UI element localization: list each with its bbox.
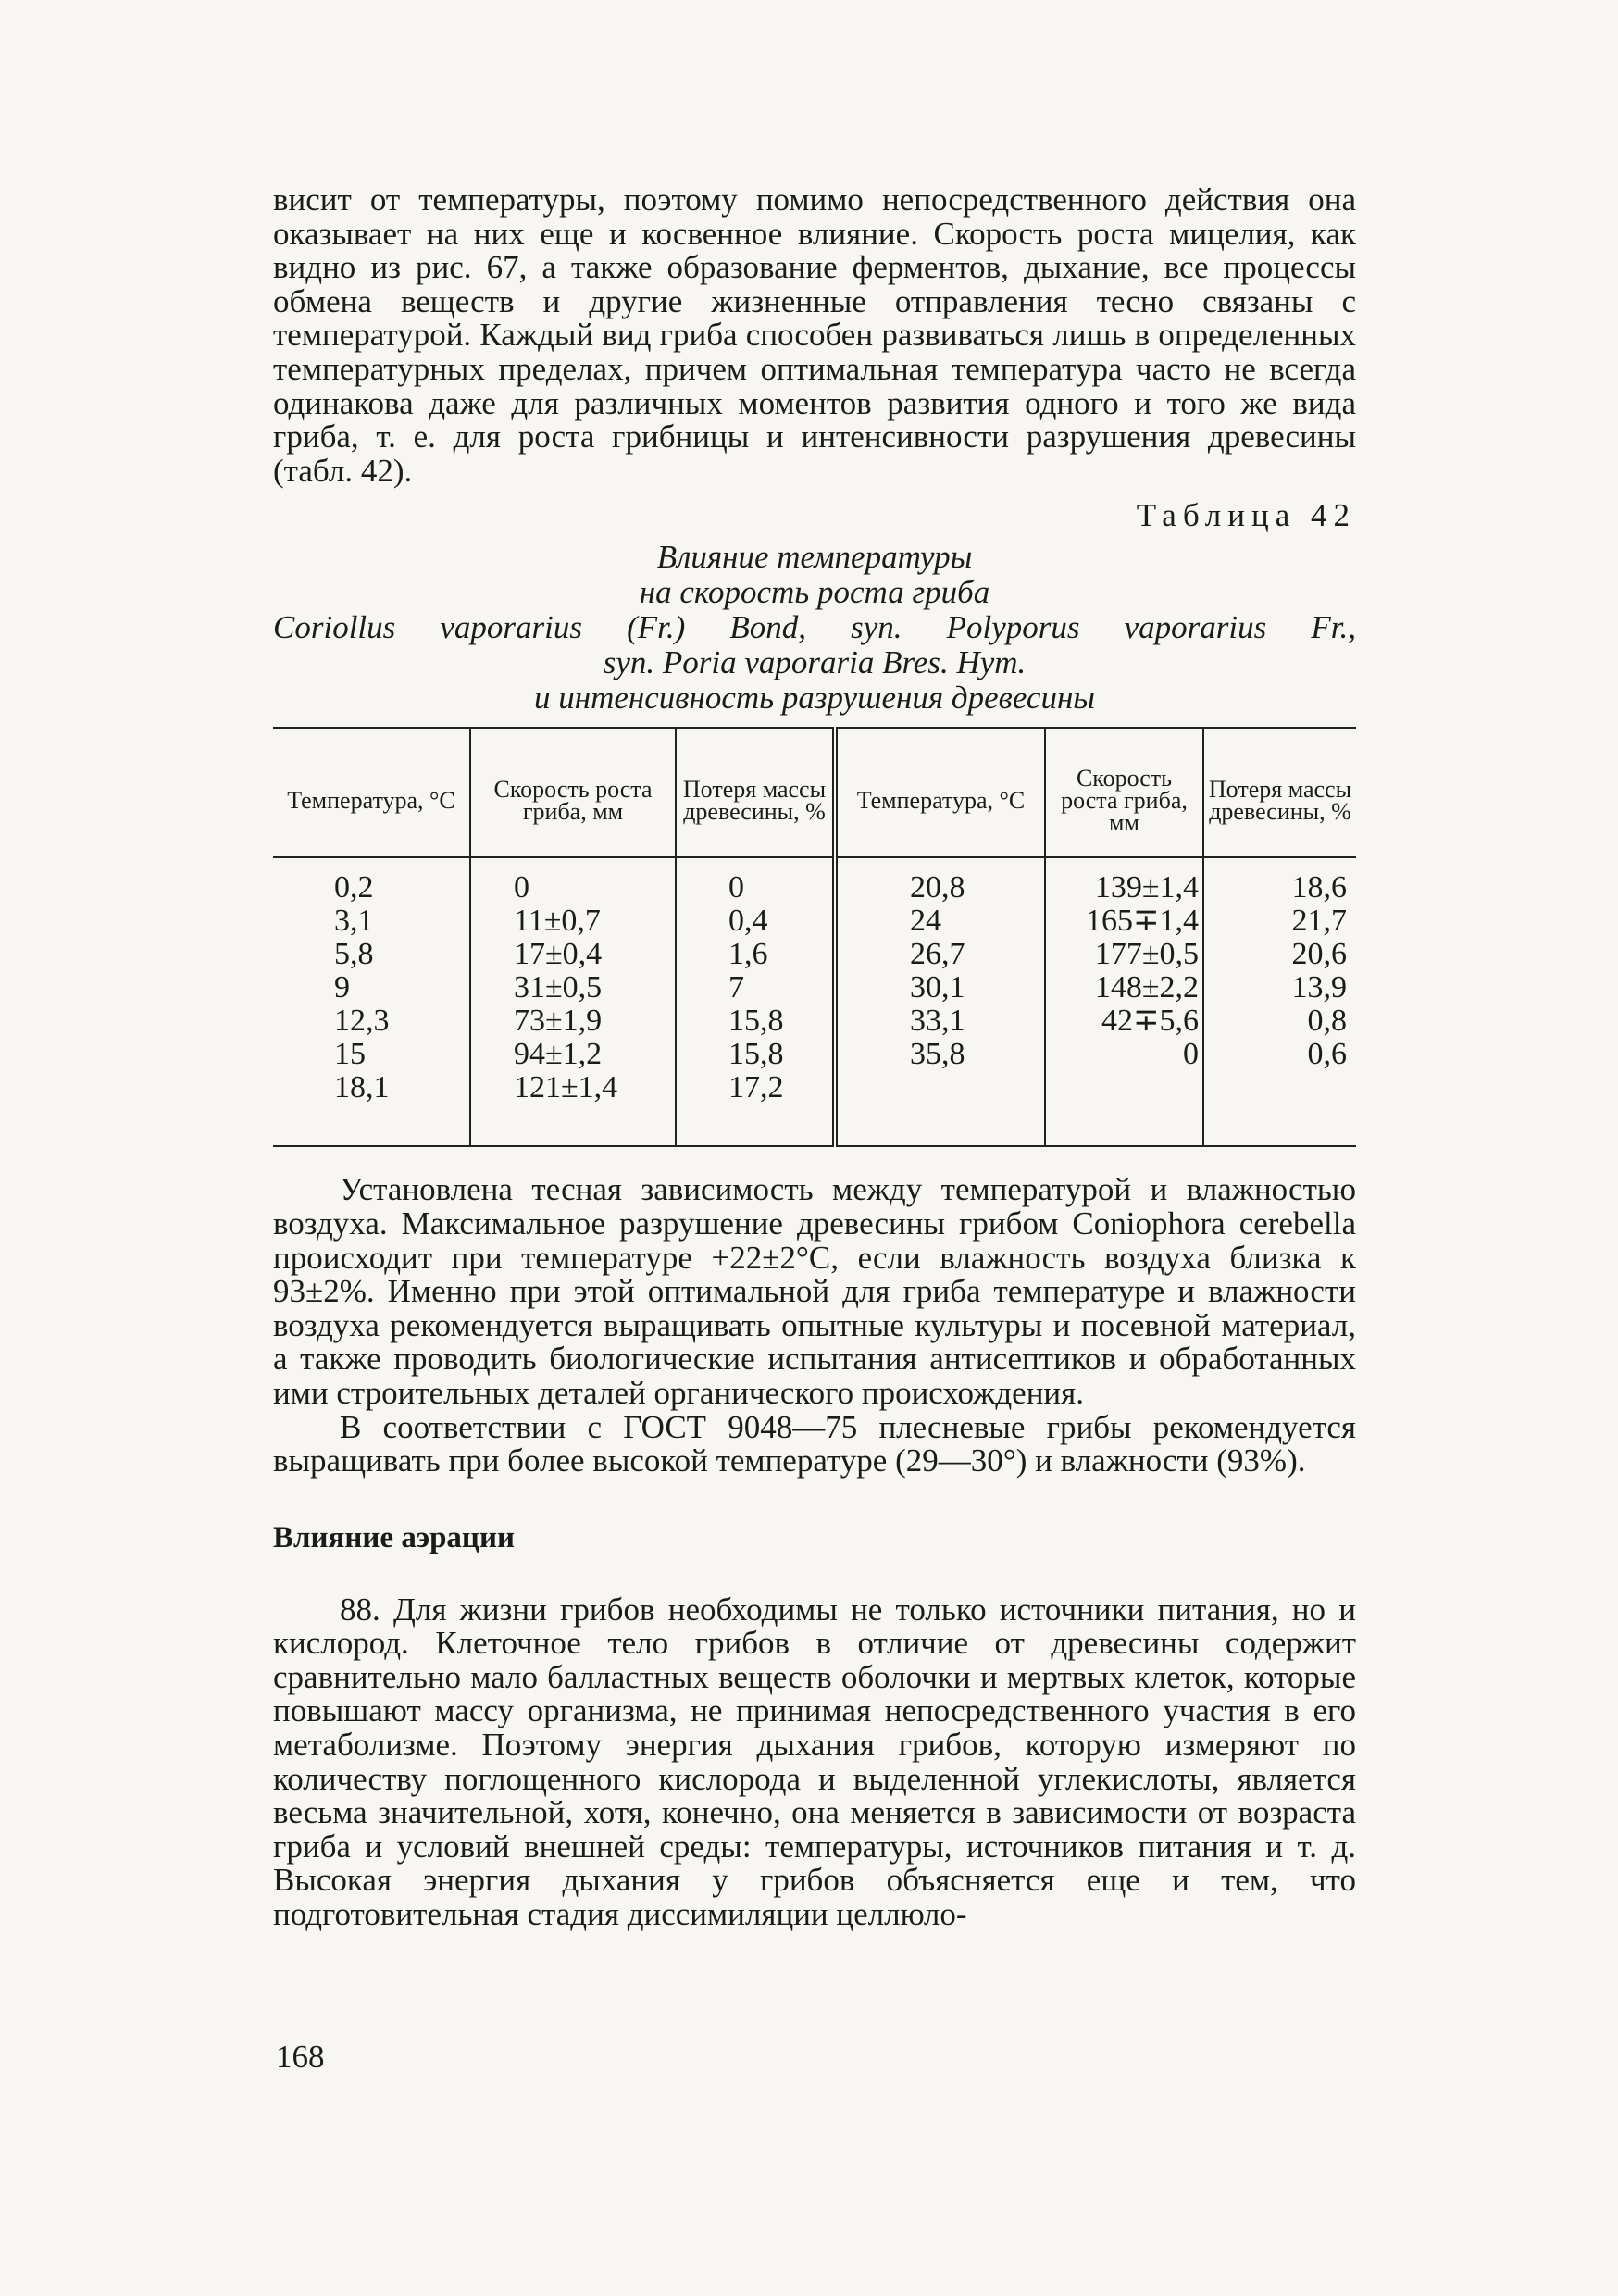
- table-caption: [273, 540, 1356, 716]
- caption-line: и интенсивность разрушения древесины: [533, 680, 1096, 717]
- header-growth-rate: Скорость роста гриба, мм: [470, 728, 676, 857]
- caption-line: Влияние температуры: [656, 539, 973, 576]
- paragraph-humidity: Установлена тесная зависимость между температурой и влажностью воздуха. Максимальное разрушение древесины грибом Coniophora cerebella происходит при температуре +22±2°С, если влажность воздуха близка к 93±2%. Именно при этой оптимальной для гриба температуре и влажности воздуха рекомендуется выращивать опытные культуры и посевной материал, а также проводить биологические испытания антисептиков и обработанных ими строительных деталей органического происхождения.: [273, 1171, 1356, 1411]
- header-temperature: Температура, °С: [273, 728, 470, 857]
- header-mass-loss: Потеря массы древесины, %: [676, 728, 835, 857]
- paragraph-aeration: 88. Для жизни грибов необходимы не только источники питания, но и кислород. Клеточное тело грибов в отличие от древесины содержит сравнительно мало балластных веществ оболочки и мертвых клеток, которые повышают массу организма, не принимая непосредственного участия в его метаболизме. Поэтому энергия дыхания грибов, которую измеряют по количеству поглощенного кислорода и выделенной углекислоты, является весьма значительной, хотя, конечно, она меняется в зависимости от возраста гриба и условий внешней среды: температуры, источников питания и т. д. Высокая энергия дыхания у грибов объясняется еще и тем, что подготовительная стадия диссимиляции целлюло-: [273, 1591, 1356, 1933]
- column-growth-rate-2: 139±1,4 165∓1,4 177±0,5 148±2,2 42∓5,6 0: [1045, 857, 1203, 1146]
- caption-line: на скорость роста гриба: [639, 574, 990, 611]
- paragraph-intro: висит от температуры, поэтому помимо непосредственного действия она оказывает на них еще и косвенное влияние. Скорость роста мицелия, как видно из рис. 67, а также образование ферментов, дыхание, все процессы обмена веществ и другие жизненные отправления тесно связаны с температурой. Каждый вид гриба способен развиваться лишь в определенных температурных пределах, причем оптимальная температура часто не всегда одинакова даже для различных моментов развития одного и того же вида гриба, т. е. для роста грибницы и интенсивности разрушения древесины (табл. 42).: [273, 181, 1356, 489]
- column-mass-loss: 0 0,4 1,6 7 15,8 15,8 17,2: [676, 857, 835, 1146]
- table-header-row: [273, 728, 1356, 857]
- section-heading: Влияние аэрации: [273, 1520, 515, 1554]
- caption-line: Coriollus vaporarius (Fr.) Bond, syn. Polyporus vaporarius Fr.,: [273, 609, 1356, 646]
- page-number: 168: [276, 2039, 325, 2075]
- header-mass-loss-2: Потеря массы древесины, %: [1203, 728, 1356, 857]
- table-row: [273, 857, 1356, 1146]
- column-mass-loss-2: 18,6 21,7 20,6 13,9 0,8 0,6: [1203, 857, 1356, 1146]
- column-temperature: 0,2 3,1 5,8 9 12,3 15 18,1: [273, 857, 470, 1146]
- temperature-table: [273, 727, 1356, 1147]
- header-temperature-2: Температура, °С: [835, 728, 1045, 857]
- caption-line: syn. Poria vaporaria Bres. Hym.: [603, 644, 1027, 681]
- column-temperature-2: 20,8 24 26,7 30,1 33,1 35,8: [835, 857, 1045, 1146]
- paragraph-gost: В соответствии с ГОСТ 9048—75 плесневые грибы рекомендуется выращивать при более высокой температуре (29—30°) и влажности (93%).: [273, 1408, 1356, 1479]
- header-growth-rate-2: Скорость роста гриба, мм: [1045, 728, 1203, 857]
- page-content: [273, 183, 1356, 1932]
- column-growth-rate: 0 11±0,7 17±0,4 31±0,5 73±1,9 94±1,2 121±1,4: [470, 857, 676, 1146]
- table-label: Таблица 42: [1136, 497, 1356, 534]
